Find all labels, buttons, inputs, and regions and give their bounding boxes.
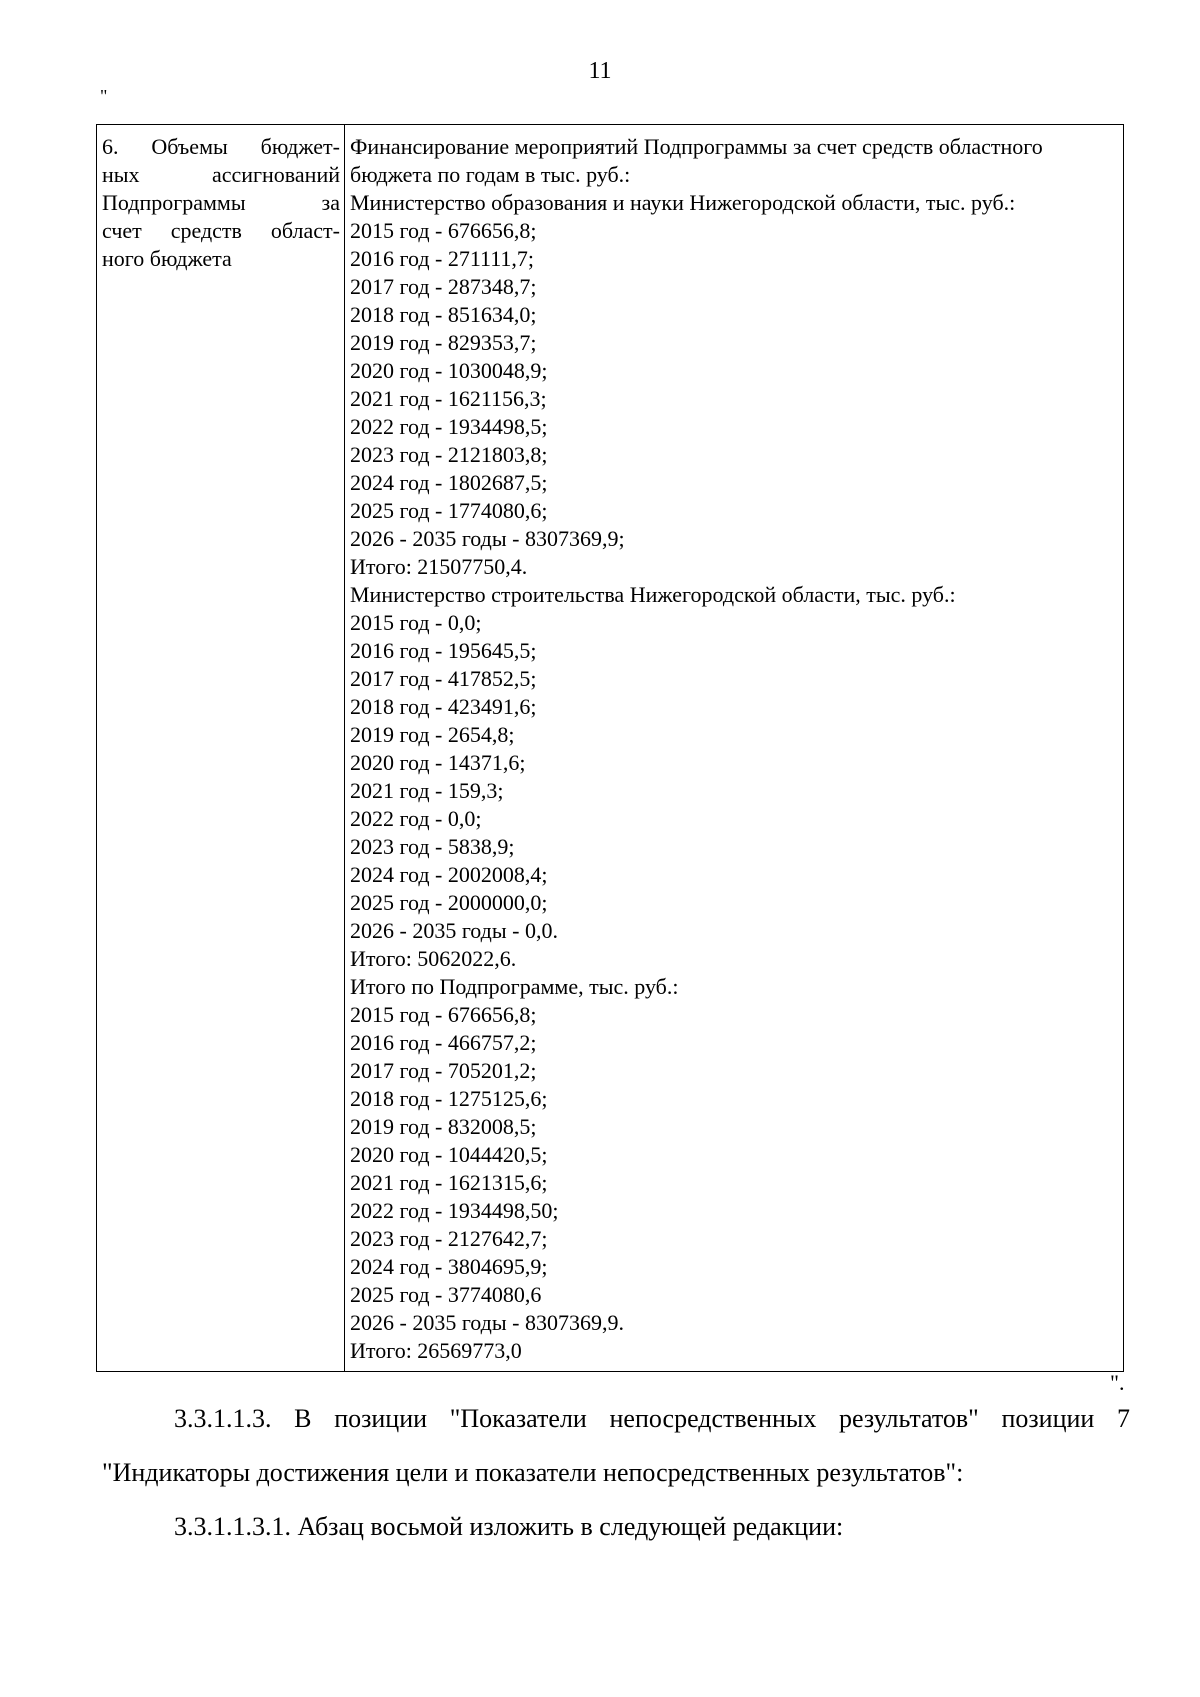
financing-line: 2016 год - 195645,5; (350, 638, 537, 663)
financing-line: 2024 год - 1802687,5; (350, 470, 548, 495)
paragraph-position-indicators: 3.3.1.1.3. В позиции "Показатели непосредственных результатов" позиции 7 (174, 1404, 1130, 1433)
financing-line: 2017 год - 705201,2; (350, 1058, 537, 1083)
financing-line: 2020 год - 1030048,9; (350, 358, 548, 383)
financing-line: 2018 год - 851634,0; (350, 302, 537, 327)
position-label-line: ного бюджета (102, 246, 232, 271)
page-number: 11 (588, 58, 612, 84)
financing-line: 2022 год - 0,0; (350, 806, 482, 831)
financing-line: 2015 год - 0,0; (350, 610, 482, 635)
financing-line: 2023 год - 5838,9; (350, 834, 515, 859)
budget-table (96, 124, 1124, 1372)
financing-line: Министерство образования и науки Нижегородской области, тыс. руб.: (350, 190, 1016, 215)
financing-line: 2021 год - 1621156,3; (350, 386, 547, 411)
position-label (102, 133, 340, 273)
financing-line: 2023 год - 2127642,7; (350, 1226, 548, 1251)
financing-line: Итого: 26569773,0 (350, 1338, 522, 1363)
opening-quote-mark: " (100, 86, 108, 106)
financing-line: 2021 год - 159,3; (350, 778, 504, 803)
financing-line: Итого: 5062022,6. (350, 946, 517, 971)
financing-line: Финансирование мероприятий Подпрограммы за счет средств областного (350, 134, 1043, 159)
financing-line: 2016 год - 466757,2; (350, 1030, 537, 1055)
financing-line: 2015 год - 676656,8; (350, 1002, 537, 1027)
paragraph-position-indicators-cont: "Индикаторы достижения цели и показатели непосредственных результатов": (102, 1458, 964, 1487)
financing-line: 2021 год - 1621315,6; (350, 1170, 548, 1195)
financing-line: 2022 год - 1934498,5; (350, 414, 548, 439)
position-label-line: 6. Объемы бюджет- (102, 134, 340, 159)
financing-line: 2016 год - 271111,7; (350, 246, 535, 271)
position-label-line: счет средств област- (102, 218, 340, 243)
financing-line: 2026 - 2035 годы - 8307369,9; (350, 526, 625, 551)
position-label-line: Подпрограммы за (102, 190, 340, 215)
financing-line: Итого: 21507750,4. (350, 554, 528, 579)
financing-line: 2017 год - 287348,7; (350, 274, 537, 299)
financing-line: 2025 год - 1774080,6; (350, 498, 548, 523)
financing-line: 2024 год - 3804695,9; (350, 1254, 548, 1279)
position-label-line: ных ассигнований (102, 162, 340, 187)
financing-line: 2024 год - 2002008,4; (350, 862, 548, 887)
financing-line: 2019 год - 832008,5; (350, 1114, 537, 1139)
position-label-cell (97, 125, 345, 1372)
financing-details (350, 133, 1119, 1365)
financing-line: 2025 год - 2000000,0; (350, 890, 548, 915)
financing-line: 2026 - 2035 годы - 0,0. (350, 918, 558, 943)
financing-line: 2018 год - 1275125,6; (350, 1086, 548, 1111)
financing-line: 2019 год - 2654,8; (350, 722, 515, 747)
financing-line: 2023 год - 2121803,8; (350, 442, 548, 467)
financing-line: 2022 год - 1934498,50; (350, 1198, 559, 1223)
financing-line: бюджета по годам в тыс. руб.: (350, 162, 631, 187)
paragraph-eighth-abzac: 3.3.1.1.3.1. Абзац восьмой изложить в следующей редакции: (174, 1512, 844, 1541)
table-row (97, 125, 1124, 1372)
financing-line: Итого по Подпрограмме, тыс. руб.: (350, 974, 679, 999)
financing-line: 2020 год - 1044420,5; (350, 1142, 548, 1167)
financing-line: 2017 год - 417852,5; (350, 666, 537, 691)
financing-line: 2015 год - 676656,8; (350, 218, 537, 243)
closing-quote-mark: ". (1110, 1370, 1125, 1395)
financing-line: 2018 год - 423491,6; (350, 694, 537, 719)
financing-line: 2025 год - 3774080,6 (350, 1282, 542, 1307)
financing-line: Министерство строительства Нижегородской области, тыс. руб.: (350, 582, 956, 607)
financing-line: 2020 год - 14371,6; (350, 750, 526, 775)
financing-line: 2019 год - 829353,7; (350, 330, 537, 355)
financing-line: 2026 - 2035 годы - 8307369,9. (350, 1310, 624, 1335)
financing-details-cell (345, 125, 1124, 1372)
